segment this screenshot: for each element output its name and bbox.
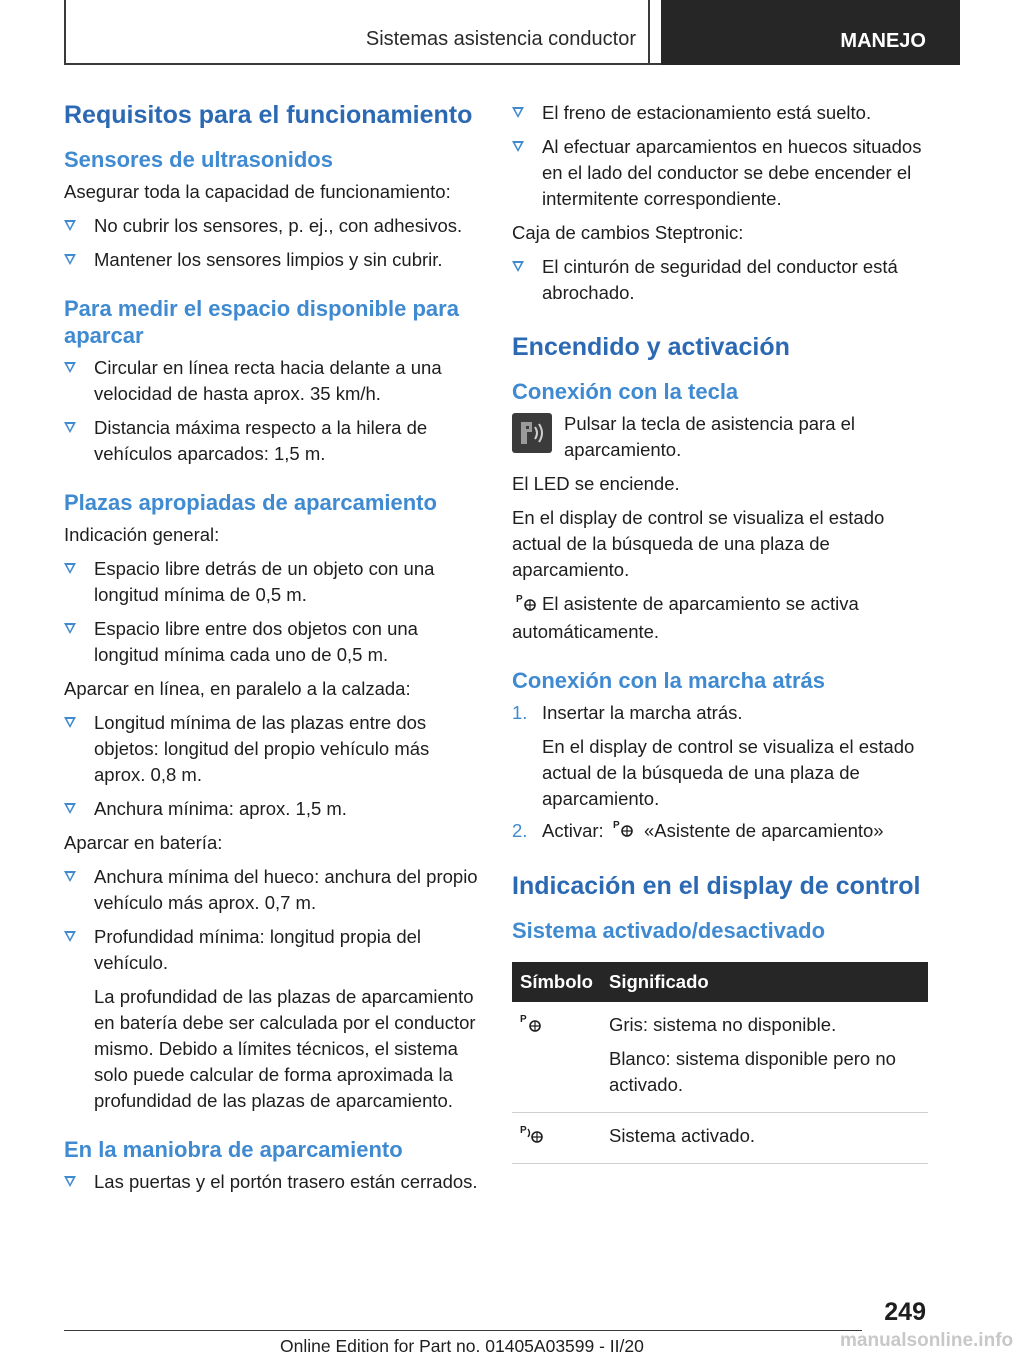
- table-cell-meaning: Sistema activado.: [601, 1113, 928, 1164]
- symbol-table: [512, 962, 928, 1164]
- left-column: [64, 100, 478, 1203]
- right-column: [512, 100, 928, 1164]
- list-continuation: [512, 100, 928, 212]
- table-header-symbol: Símbolo: [512, 962, 601, 1002]
- parking-assistant-icon: [613, 818, 635, 845]
- heading-marcha: Conexión con la marcha atrás: [512, 667, 825, 693]
- bullet-triangle-icon: [64, 717, 76, 728]
- bullet-triangle-icon: [64, 931, 76, 942]
- edition-text: Online Edition for Part no. 01405A03599 - II/20: [280, 1336, 644, 1356]
- heading-sistema: Sistema activado/desactivado: [512, 918, 826, 944]
- list-item: Al efectuar aparcamientos en huecos situados en el lado del conductor se debe encender el intermitente correspondiente.: [512, 134, 928, 212]
- svg-text:P: P: [520, 1125, 527, 1137]
- key-instruction-text: Pulsar la tecla de asistencia para el aparcamiento.: [564, 413, 856, 460]
- heading-sensores: Sensores de ultrasonidos: [64, 147, 333, 172]
- parking-assistant-grey-icon: [520, 1014, 544, 1038]
- table-cell-meaning: Gris: sistema no disponible. Blanco: sistema disponible pero no activado.: [601, 1002, 928, 1113]
- bullet-triangle-icon: [512, 107, 524, 118]
- list-item: Profundidad mínima: longitud propia del vehículo. La profundidad de las plazas de aparcamiento en batería debe ser calculada por el conductor mismo. Debido a límites técnicos, el sistema solo puede calcular de forma aproximada la profundidad de las plazas de aparcamiento.: [64, 924, 478, 1114]
- bateria-note: La profundidad de las plazas de aparcamiento en batería debe ser calculada por el conductor mismo. Debido a límites técnicos, el sistema solo puede calcular de forma aproximada la profundidad de las plazas de aparcamiento.: [94, 986, 476, 1111]
- svg-text:P: P: [520, 1014, 527, 1026]
- list-item: Circular en línea recta hacia delante a una velocidad de hasta aprox. 35 km/h.: [64, 355, 478, 407]
- list-bateria: [64, 864, 478, 1114]
- list-item: Las puertas y el portón trasero están cerrados.: [64, 1169, 478, 1195]
- header-bottom-rule: [64, 63, 662, 65]
- header-chapter-title: MANEJO: [840, 30, 926, 52]
- steps-list: [512, 700, 928, 846]
- paragraph-indicacion: Indicación general:: [64, 524, 220, 545]
- bullet-triangle-icon: [64, 871, 76, 882]
- list-item: Espacio libre entre dos objetos con una longitud mínima cada uno de 0,5 m.: [64, 616, 478, 668]
- bullet-triangle-icon: [64, 362, 76, 373]
- parking-assist-key-icon: [512, 413, 552, 453]
- list-item: Distancia máxima respecto a la hilera de vehículos aparcados: 1,5 m.: [64, 415, 478, 467]
- step-number: 1.: [512, 701, 528, 723]
- watermark: manualsonline.info: [840, 1330, 1013, 1351]
- list-item: El freno de estacionamiento está suelto.: [512, 100, 928, 126]
- list-sensores: [64, 213, 478, 273]
- header-section-title: Sistemas asistencia conductor: [365, 28, 636, 50]
- svg-text:P: P: [516, 593, 523, 605]
- table-cell-symbol: [512, 1002, 601, 1113]
- list-medir: [64, 355, 478, 467]
- parking-assistant-active-icon: [520, 1125, 546, 1149]
- list-item: Anchura mínima del hueco: anchura del propio vehículo más aprox. 0,7 m.: [64, 864, 478, 916]
- header-divider: [648, 0, 650, 64]
- bullet-triangle-icon: [64, 1176, 76, 1187]
- list-item: Longitud mínima de las plazas entre dos objetos: longitud del propio vehículo más aprox. 0,8 m.: [64, 710, 478, 788]
- table-cell-symbol: [512, 1113, 601, 1164]
- list-item: El cinturón de seguridad del conductor está abrochado.: [512, 254, 928, 306]
- list-maniobra: [64, 1169, 478, 1195]
- list-linea: [64, 710, 478, 822]
- paragraph-display: En el display de control se visualiza el estado actual de la búsqueda de una plaza de aparcamiento.: [512, 507, 885, 580]
- key-instruction: [512, 411, 928, 463]
- bullet-triangle-icon: [64, 623, 76, 634]
- paragraph-caja: Caja de cambios Steptronic:: [512, 222, 744, 243]
- page-number: 249: [884, 1298, 926, 1326]
- list-item: No cubrir los sensores, p. ej., con adhesivos.: [64, 213, 478, 239]
- bullet-triangle-icon: [64, 563, 76, 574]
- bullet-triangle-icon: [64, 254, 76, 265]
- paragraph-bateria: Aparcar en batería:: [64, 832, 223, 853]
- heading-plazas: Plazas apropiadas de aparcamiento: [64, 490, 437, 515]
- list-item: Mantener los sensores limpios y sin cubrir.: [64, 247, 478, 273]
- table-row: [512, 1002, 928, 1113]
- heading-medir: Para medir el espacio disponible para aparcar: [64, 296, 459, 348]
- step-subtext: En el display de control se visualiza el estado actual de la búsqueda de una plaza de aparcamiento.: [542, 735, 915, 809]
- list-item: Anchura mínima: aprox. 1,5 m.: [64, 796, 478, 822]
- heading-encendido: Encendido y activación: [512, 333, 790, 361]
- heading-indicacion-display: Indicación en el display de control: [512, 872, 921, 901]
- list-item: Espacio libre detrás de un objeto con una longitud mínima de 0,5 m.: [64, 556, 478, 608]
- paragraph-linea: Aparcar en línea, en paralelo a la calzada:: [64, 678, 411, 699]
- list-general: [64, 556, 478, 668]
- heading-requisitos: Requisitos para el funcionamiento: [64, 101, 473, 129]
- bullet-triangle-icon: [512, 141, 524, 152]
- parking-assistant-icon: [516, 592, 538, 619]
- step-item: 1. Insertar la marcha atrás. En el display de control se visualiza el estado actual de la búsqueda de una plaza de aparcamiento.: [512, 700, 928, 812]
- heading-maniobra: En la maniobra de aparcamiento: [64, 1137, 403, 1162]
- bullet-triangle-icon: [64, 422, 76, 433]
- bullet-triangle-icon: [64, 803, 76, 814]
- step-number: 2.: [512, 819, 528, 841]
- bullet-triangle-icon: [64, 220, 76, 231]
- footer-rule: [64, 1330, 862, 1331]
- svg-text:P: P: [612, 820, 620, 832]
- paragraph-auto: P El asistente de aparcamiento se activa automáticamente.: [512, 593, 859, 642]
- list-caja: [512, 254, 928, 306]
- table-header-meaning: Significado: [601, 962, 928, 1002]
- heading-tecla: Conexión con la tecla: [512, 379, 739, 404]
- paragraph-led: El LED se enciende.: [512, 473, 680, 494]
- step-item: 2. Activar: P «Asistente de aparcamiento»: [512, 818, 928, 846]
- bullet-triangle-icon: [512, 261, 524, 272]
- header-chapter-tab: [661, 0, 960, 65]
- paragraph-sensores: Asegurar toda la capacidad de funcionamiento:: [64, 181, 451, 202]
- table-row: [512, 1113, 928, 1164]
